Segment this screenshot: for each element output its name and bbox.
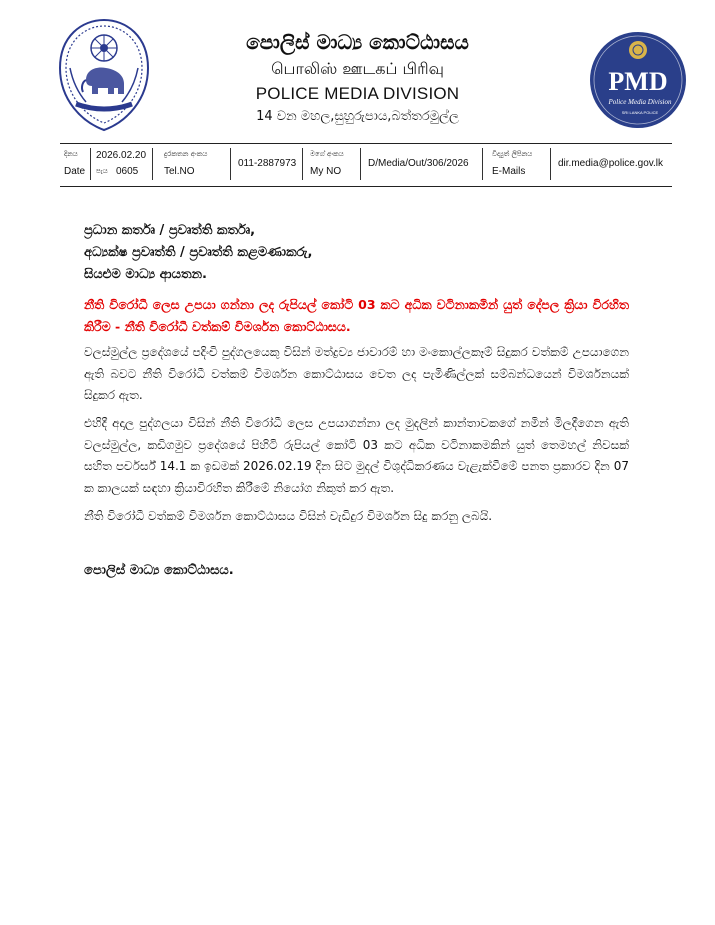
tel-label-en: Tel.NO <box>164 166 195 177</box>
my-no-label-si: මගේ අංකය <box>310 150 344 158</box>
time-value: 0605 <box>116 166 139 177</box>
my-no-label-en: My NO <box>310 166 342 177</box>
title-english: POLICE MEDIA DIVISION <box>255 84 460 103</box>
title-tamil: பொலிஸ் ஊடகப் பிரிவு <box>271 59 444 78</box>
date-value: 2026.02.20 <box>96 150 147 161</box>
police-emblem-icon <box>56 18 152 132</box>
signature-line: පොලිස් මාධ්‍ය කොට්ඨාසය. <box>84 563 234 578</box>
body-paragraph: වලස්මුල්ල ප්‍රදේශයේ පදිංචි පුද්ගලයෙකු විසින් මත්ද්‍රව්‍ය ජාවාරම් හා මංකොල්ලකෑම් සිදුකර වත්කම් උපයාගෙන ඇති බවට නීති විරෝධී වත්කම් විමර්ශන කොට්ඨාසය වෙත ලද පැමිණිල්ලක් සම්බන්ධයෙන් විමර්ශනයක් සිදුකර ඇත. <box>84 345 629 402</box>
addressee-line: අධ්‍යක්ෂ ප්‍රවෘත්ති / ප්‍රවෘත්ති කළමණාකරු, <box>84 245 313 260</box>
addressee-block <box>84 220 624 286</box>
date-label-en: Date <box>64 166 86 177</box>
subject-heading: නීති විරෝධී ලෙස උපයා ගන්නා ලද රුපියල් කෝටි 03 කට අධික වටිනාකමින් යුත් දේපල ක්‍රියා විරහිත කිරීම - නීති විරෝධී වත්කම් විමර්ශන කොට්ඨාසය. <box>84 297 629 334</box>
addressee-line: ප්‍රධාන කර්තෘ / ප්‍රවෘත්ති කර්තෘ, <box>84 223 256 238</box>
time-label-si: පැය <box>96 167 108 175</box>
my-no-value: D/Media/Out/306/2026 <box>368 158 469 169</box>
reference-bar <box>60 143 672 187</box>
email-value: dir.media@police.gov.lk <box>558 158 664 169</box>
tel-value: 011-2887973 <box>238 158 297 169</box>
email-label-si: විද්‍යුත් ලිපිනය <box>492 150 533 158</box>
title-sinhala: පොලිස් මාධ්‍ය කොට්ඨාසය <box>246 30 469 54</box>
letterhead <box>190 28 525 128</box>
pmd-logo-bottom: SRI LANKA POLICE <box>621 110 659 115</box>
pmd-logo-subtext: Police Media Division <box>608 98 672 106</box>
pmd-logo-text: PMD <box>608 67 668 96</box>
tel-label-si: දුරකතන අංකය <box>164 150 208 158</box>
addressee-line: සියළුම මාධ්‍ය ආයතන. <box>84 267 207 282</box>
office-address: 14 වන මහල,සුහුරුපාය,බත්තරමුල්ල <box>256 109 459 124</box>
email-label-en: E-Mails <box>492 166 526 177</box>
body-paragraph: නීති විරෝධී වත්කම් විමර්ශන කොට්ඨාසය විසින් වැඩිදුර විමර්ශන සිදු කරනු ලබයි. <box>84 509 493 523</box>
date-label-si: දිනය <box>64 150 78 158</box>
body-paragraph: එහිදී අදාල පුද්ගලයා විසින් නීති විරෝධී ලෙස උපයාගන්නා ලද මුදලින් කාන්තාවකගේ නමින් මිලදීගෙන ඇති වලස්මුල්ල, කඩිගමුව ප්‍රදේශයේ පිහිටි රුපියල් කෝටි 03 කට අධික වටිනාකමකින් යුත් තෙමහල් නිවසක් සහිත පර්චර්ස් 14.1 ක ඉඩමක් 2026.02.19 දින සිට මුදල් විශුද්ධිකරණය වැළැක්වීමේ පනත ප්‍රකාරව දින 07 ක කාලයක් සඳහා ක්‍රියාවිරහිත කිරීමේ නියෝග නිකුත් කර ඇත. <box>84 416 629 495</box>
pmd-logo-icon <box>588 30 688 130</box>
